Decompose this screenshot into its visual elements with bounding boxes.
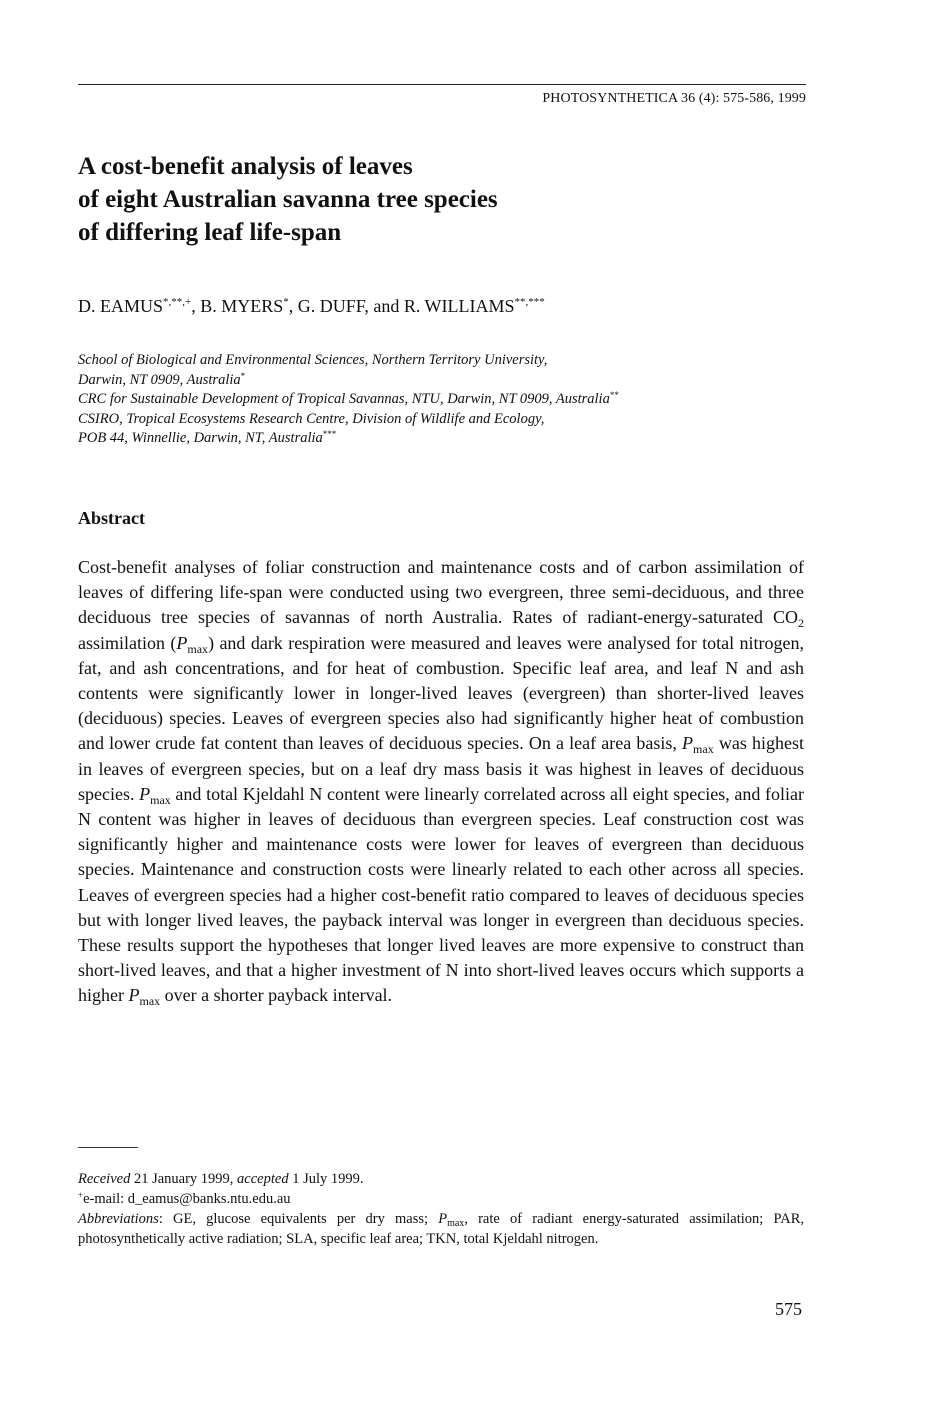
affiliation-marker: *: [283, 296, 289, 308]
pmax-symbol: [139, 783, 171, 807]
symbol-letter: P: [176, 632, 188, 653]
affiliation-line: [78, 371, 619, 391]
title-line: A cost-benefit analysis of leaves: [78, 153, 413, 180]
author-name: D. EAMUS: [78, 296, 164, 316]
affiliation-line: [78, 429, 619, 449]
abbreviations-text: : GE, glucose equivalents per dry mass;: [158, 1211, 439, 1227]
abstract-text: Cost-benefit analyses of foliar construction and maintenance costs and of carbon assimilation of leaves of differing life-span were conducted using two evergreen, three semi-deciduous, and three deciduous tree species of savannas of north Australia. Rates of radiant-energy-saturated CO: [78, 557, 804, 628]
abstract-text: was highest in leaves of evergreen species, but on a leaf dry mass basis it was highest in leaves of deciduous species.: [78, 733, 804, 804]
pmax-symbol: [682, 733, 714, 757]
title-line: of eight Australian savanna tree species: [78, 186, 498, 213]
symbol-letter: P: [682, 733, 694, 754]
symbol-letter: P: [128, 985, 140, 1006]
paper-title: [78, 150, 778, 249]
page-number: 575: [775, 1299, 802, 1319]
received-date: 21 January 1999,: [130, 1171, 238, 1187]
author-list: [78, 296, 545, 317]
subscript: max: [187, 641, 209, 656]
affiliation-text: POB 44, Winnellie, Darwin, NT, Australia: [78, 430, 323, 446]
email-marker: +: [78, 1190, 84, 1200]
author-name: R. WILLIAMS: [403, 296, 515, 316]
abstract-body: [78, 555, 804, 1009]
affiliation-marker: *: [240, 370, 246, 381]
affiliation-line: [78, 351, 619, 371]
subscript: max: [447, 1218, 465, 1229]
abstract-text: over a shorter payback interval.: [160, 985, 393, 1006]
affiliation-line: [78, 410, 619, 430]
author-name: G. DUFF: [297, 296, 365, 316]
header-rule: [78, 84, 806, 85]
author-name: B. MYERS: [200, 296, 284, 316]
abbreviations-text: , rate of radiant energy-saturated assimilation; PAR, photosynthetically active radiation; SLA, specific leaf area; TKN, total Kjeldahl nitrogen.: [78, 1211, 804, 1247]
affiliation-marker: ***: [322, 429, 337, 439]
symbol-letter: P: [438, 1211, 448, 1227]
symbol-letter: P: [139, 783, 151, 804]
pmax-symbol: [128, 985, 161, 1009]
abbreviations-note: [78, 1209, 804, 1249]
separator: , and: [364, 296, 404, 316]
affiliation-marker: *,**,+: [163, 296, 192, 308]
accepted-date: 1 July 1999.: [288, 1171, 364, 1187]
affiliation-text: School of Biological and Environmental Sciences, Northern Territory University,: [78, 352, 548, 368]
title-line: of differing leaf life-span: [78, 219, 342, 246]
affiliation-text: Darwin, NT 0909, Australia: [78, 371, 241, 388]
subscript: 2: [798, 616, 804, 631]
footnotes: [78, 1169, 804, 1249]
pmax-symbol: [176, 632, 209, 656]
abstract-text: and total Kjeldahl N content were linearly correlated across all eight species, and foliar N content was higher in leaves of deciduous than evergreen species. Leaf construction cost was significantly higher and maintenance costs were lower for leaves of evergreen than deciduous species. Maintenance and construction costs were linearly related to each other across all species. Leaves of evergreen species had a higher cost-benefit ratio compared to leaves of deciduous species but with longer lived leaves, the payback interval was longer in evergreen than deciduous species. These results support the hypotheses that longer lived leaves are more expensive to construct than short-lived leaves, and that a higher investment of N into short-lived leaves occurs which supports a higher: [78, 783, 804, 1006]
affiliation-line: [78, 390, 619, 410]
pmax-symbol: [438, 1211, 464, 1227]
affiliation-marker: **,***: [514, 296, 545, 308]
email-note: [78, 1189, 804, 1209]
running-head: PHOTOSYNTHETICA 36 (4): 575-586, 1999: [542, 91, 806, 106]
abstract-text: assimilation (: [78, 632, 177, 653]
received-label: Received: [78, 1171, 131, 1187]
accepted-label: accepted: [237, 1171, 289, 1187]
subscript: max: [139, 994, 161, 1009]
received-note: [78, 1169, 804, 1189]
subscript: max: [693, 742, 714, 757]
email-text: e-mail: d_eamus@banks.ntu.edu.au: [83, 1191, 291, 1207]
separator: ,: [191, 296, 201, 316]
footnote-rule: [78, 1147, 138, 1148]
abbreviations-label: Abbreviations: [78, 1211, 159, 1227]
affiliations: [78, 351, 619, 449]
abstract-heading: Abstract: [78, 508, 145, 528]
affiliation-marker: **: [609, 390, 619, 400]
affiliation-text: CSIRO, Tropical Ecosystems Research Centre, Division of Wildlife and Ecology,: [78, 410, 545, 427]
subscript: max: [150, 792, 171, 807]
abstract-text: ) and dark respiration were measured and leaves were analysed for total nitrogen, fat, and ash concentrations, and for heat of combustion. Specific leaf area, and leaf N and ash contents were significantly lower in longer-lived leaves (evergreen) than shorter-lived leaves (deciduous) species. Leaves of evergreen species also had significantly higher heat of combustion and lower crude fat content than leaves of deciduous species. On a leaf area basis,: [78, 632, 804, 754]
separator: ,: [288, 296, 298, 316]
affiliation-text: CRC for Sustainable Development of Tropical Savannas, NTU, Darwin, NT 0909, Australia: [78, 391, 610, 407]
